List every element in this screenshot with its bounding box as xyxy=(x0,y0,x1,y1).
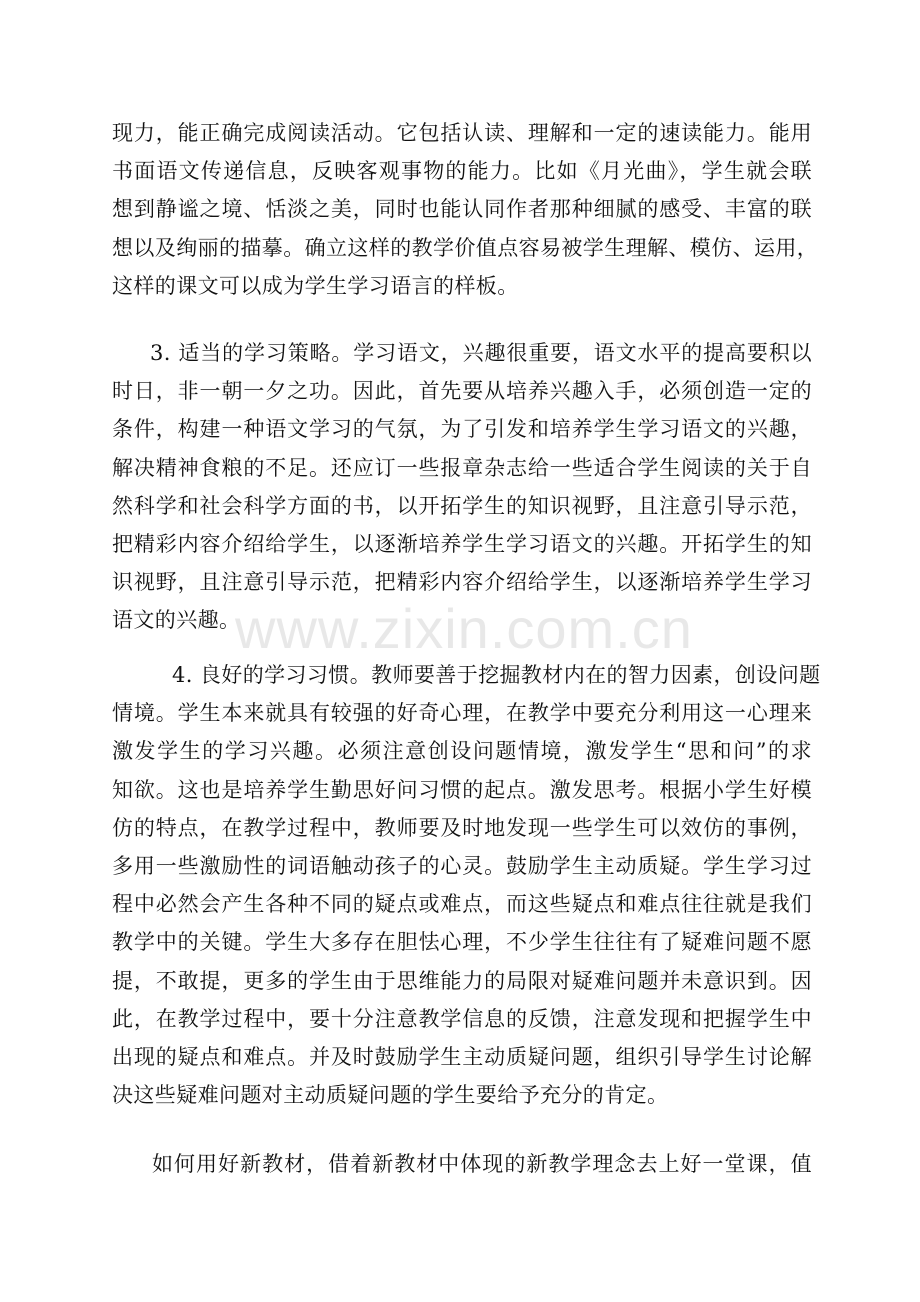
text-line: 情境。学生本来就具有较强的好奇心理，在教学中要充分利用这一心理来 xyxy=(112,701,812,726)
text-line: 知欲。这也是培养学生勤思好问习惯的起点。激发思考。根据小学生好模 xyxy=(112,777,812,802)
text-line: 然科学和社会科学方面的书，以开拓学生的知识视野，且注意引导示范， xyxy=(112,493,812,518)
text-line: 现力，能正确完成阅读活动。它包括认读、理解和一定的速读能力。能用 xyxy=(112,121,812,145)
text-line: 教学中的关键。学生大多存在胆怯心理，不少学生往往有了疑难问题不愿 xyxy=(112,930,812,955)
text-line: 4. 良好的学习习惯。教师要善于挖掘教材内在的智力因素，创设问题 xyxy=(172,663,821,687)
site-watermark: www.zixin.com.cn xyxy=(235,597,693,660)
text-line: 把精彩内容介绍给学生，以逐渐培养学生学习语文的兴趣。开拓学生的知 xyxy=(112,532,812,557)
paragraph-learning-strategy xyxy=(112,334,812,640)
text-line: 激发学生的学习兴趣。必须注意创设问题情境，激发学生“思和问”的求 xyxy=(112,739,812,764)
text-line: 想到静谧之境、恬淡之美，同时也能认同作者那种细腻的感受、丰富的联 xyxy=(112,197,812,222)
text-line: 决这些疑难问题对主动质疑问题的学生要给予充分的肯定。 xyxy=(112,1083,669,1108)
text-line: 识视野，且注意引导示范，把精彩内容介绍给学生，以逐渐培养学生学习 xyxy=(112,570,812,595)
text-line: 此，在教学过程中，要十分注意教学信息的反馈，注意发现和把握学生中 xyxy=(112,1006,812,1031)
text-line: 多用一些激励性的词语触动孩子的心灵。鼓励学生主动质疑。学生学习过 xyxy=(112,854,812,879)
text-line: 仿的特点，在教学过程中，教师要及时地发现一些学生可以效仿的事例， xyxy=(112,815,812,840)
text-line: 想以及绚丽的描摹。确立这样的教学价值点容易被学生理解、模仿、运用， xyxy=(112,235,819,260)
paragraph-new-textbook xyxy=(112,1145,812,1183)
text-line: 时日，非一朝一夕之功。因此，首先要从培养兴趣入手，必须创造一定的 xyxy=(112,379,812,404)
text-line: 出现的疑点和难点。并及时鼓励学生主动质疑问题，组织引导学生讨论解 xyxy=(112,1045,812,1070)
text-line: 如何用好新教材，借着新教材中体现的新教学理念去上好一堂课，值 xyxy=(152,1152,812,1176)
text-line: 提，不敢提，更多的学生由于思维能力的局限对疑难问题并未意识到。因 xyxy=(112,968,812,993)
text-line: 程中必然会产生各种不同的疑点或难点，而这些疑点和难点往往就是我们 xyxy=(112,892,812,917)
text-line: 书面语文传递信息，反映客观事物的能力。比如《月光曲》，学生就会联 xyxy=(112,159,812,184)
paragraph-learning-habits xyxy=(112,656,821,1114)
text-line: 语文的兴趣。 xyxy=(112,608,241,633)
paragraph-reading-ability xyxy=(112,114,819,305)
text-line: 这样的课文可以成为学生学习语言的样板。 xyxy=(112,273,519,298)
text-line: 解决精神食粮的不足。还应订一些报章杂志给一些适合学生阅读的关于自 xyxy=(112,455,812,480)
text-line: 3. 适当的学习策略。学习语文，兴趣很重要，语文水平的提高要积以 xyxy=(150,341,812,365)
text-line: 条件，构建一种语文学习的气氛，为了引发和培养学生学习语文的兴趣， xyxy=(112,417,812,442)
